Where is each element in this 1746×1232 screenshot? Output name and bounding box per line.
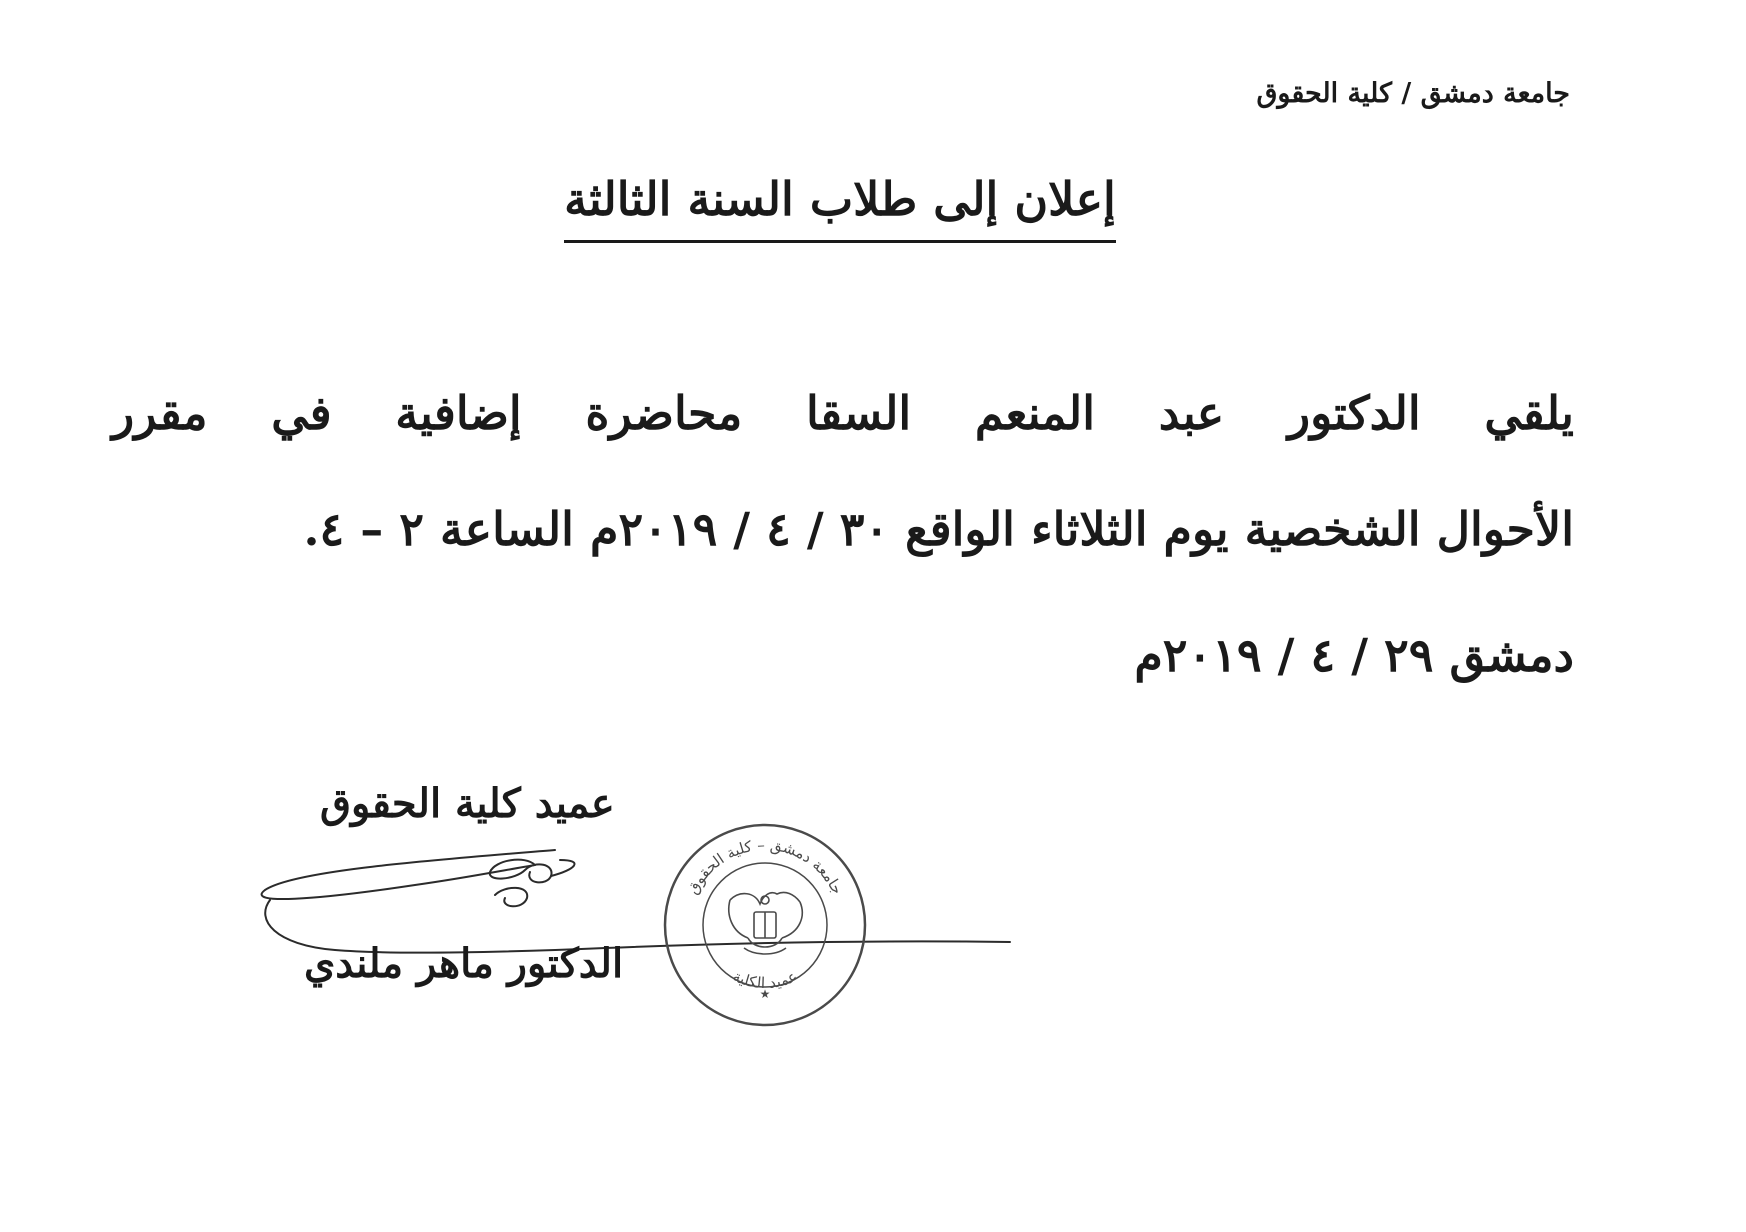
stamp-bottom-text: عميد الكلية xyxy=(729,966,801,993)
document-date: دمشق ٢٩ / ٤ / ٢٠١٩م xyxy=(1134,628,1574,682)
institution-header: جامعة دمشق / كلية الحقوق xyxy=(1256,78,1570,109)
stamp-top-text: جامعة دمشق – كلية الحقوق xyxy=(683,835,847,898)
body-line-1: يلقي الدكتور عبد المنعم السقا محاضرة إضافية في مقرر xyxy=(112,386,1574,440)
dean-name: الدكتور ماهر ملندي xyxy=(304,940,624,987)
official-stamp xyxy=(660,820,870,1030)
announcement-title: إعلان إلى طلاب السنة الثالثة xyxy=(564,172,1116,243)
stamp-star-icon: ★ xyxy=(759,987,771,1001)
title-wrap xyxy=(540,172,1140,243)
eagle-emblem-icon xyxy=(729,892,802,954)
body-line-2: الأحوال الشخصية يوم الثلاثاء الواقع ٣٠ / ٤ / ٢٠١٩م الساعة ٢ – ٤. xyxy=(303,502,1574,556)
dean-title: عميد كلية الحقوق xyxy=(320,780,615,827)
